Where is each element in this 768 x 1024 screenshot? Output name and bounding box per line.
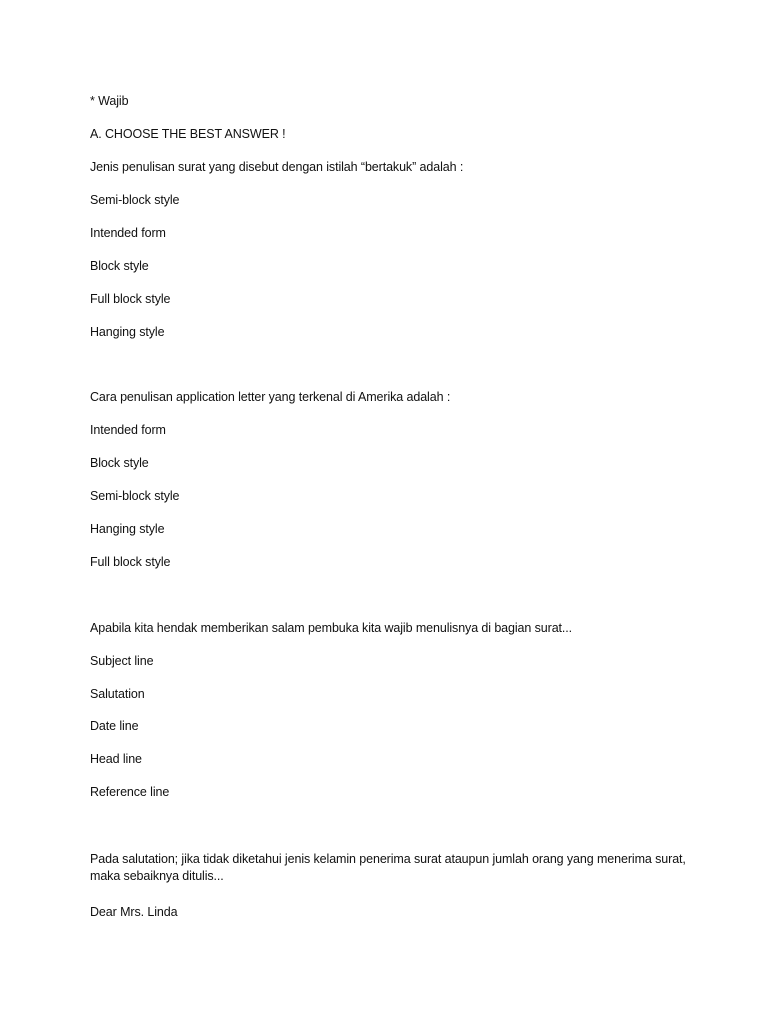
section-title: A. CHOOSE THE BEST ANSWER ! — [90, 127, 286, 141]
question-2-option-1[interactable]: Intended form — [90, 423, 166, 437]
required-mark: * Wajib — [90, 94, 129, 108]
question-1-option-2[interactable]: Intended form — [90, 226, 166, 240]
question-3-option-3[interactable]: Date line — [90, 719, 139, 733]
question-1-option-5[interactable]: Hanging style — [90, 325, 165, 339]
question-1-option-1[interactable]: Semi-block style — [90, 193, 180, 207]
question-4-option-1[interactable]: Dear Mrs. Linda — [90, 905, 178, 919]
question-1-option-3[interactable]: Block style — [90, 259, 149, 273]
question-2-prompt: Cara penulisan application letter yang terkenal di Amerika adalah : — [90, 390, 451, 404]
question-2-option-2[interactable]: Block style — [90, 456, 149, 470]
question-2-option-5[interactable]: Full block style — [90, 555, 171, 569]
question-1-prompt: Jenis penulisan surat yang disebut dengan istilah “bertakuk” adalah : — [90, 160, 464, 174]
question-1-option-4[interactable]: Full block style — [90, 292, 171, 306]
question-3-option-4[interactable]: Head line — [90, 752, 142, 766]
question-3-option-1[interactable]: Subject line — [90, 654, 154, 668]
question-3-prompt: Apabila kita hendak memberikan salam pembuka kita wajib menulisnya di bagian surat... — [90, 621, 573, 635]
question-2-option-3[interactable]: Semi-block style — [90, 489, 180, 503]
question-4-prompt: Pada salutation; jika tidak diketahui jenis kelamin penerima surat ataupun jumlah orang yang menerima surat, maka sebaiknya ditulis... — [90, 852, 686, 883]
question-2-option-4[interactable]: Hanging style — [90, 522, 165, 536]
question-3-option-2[interactable]: Salutation — [90, 687, 145, 701]
question-3-option-5[interactable]: Reference line — [90, 785, 170, 799]
